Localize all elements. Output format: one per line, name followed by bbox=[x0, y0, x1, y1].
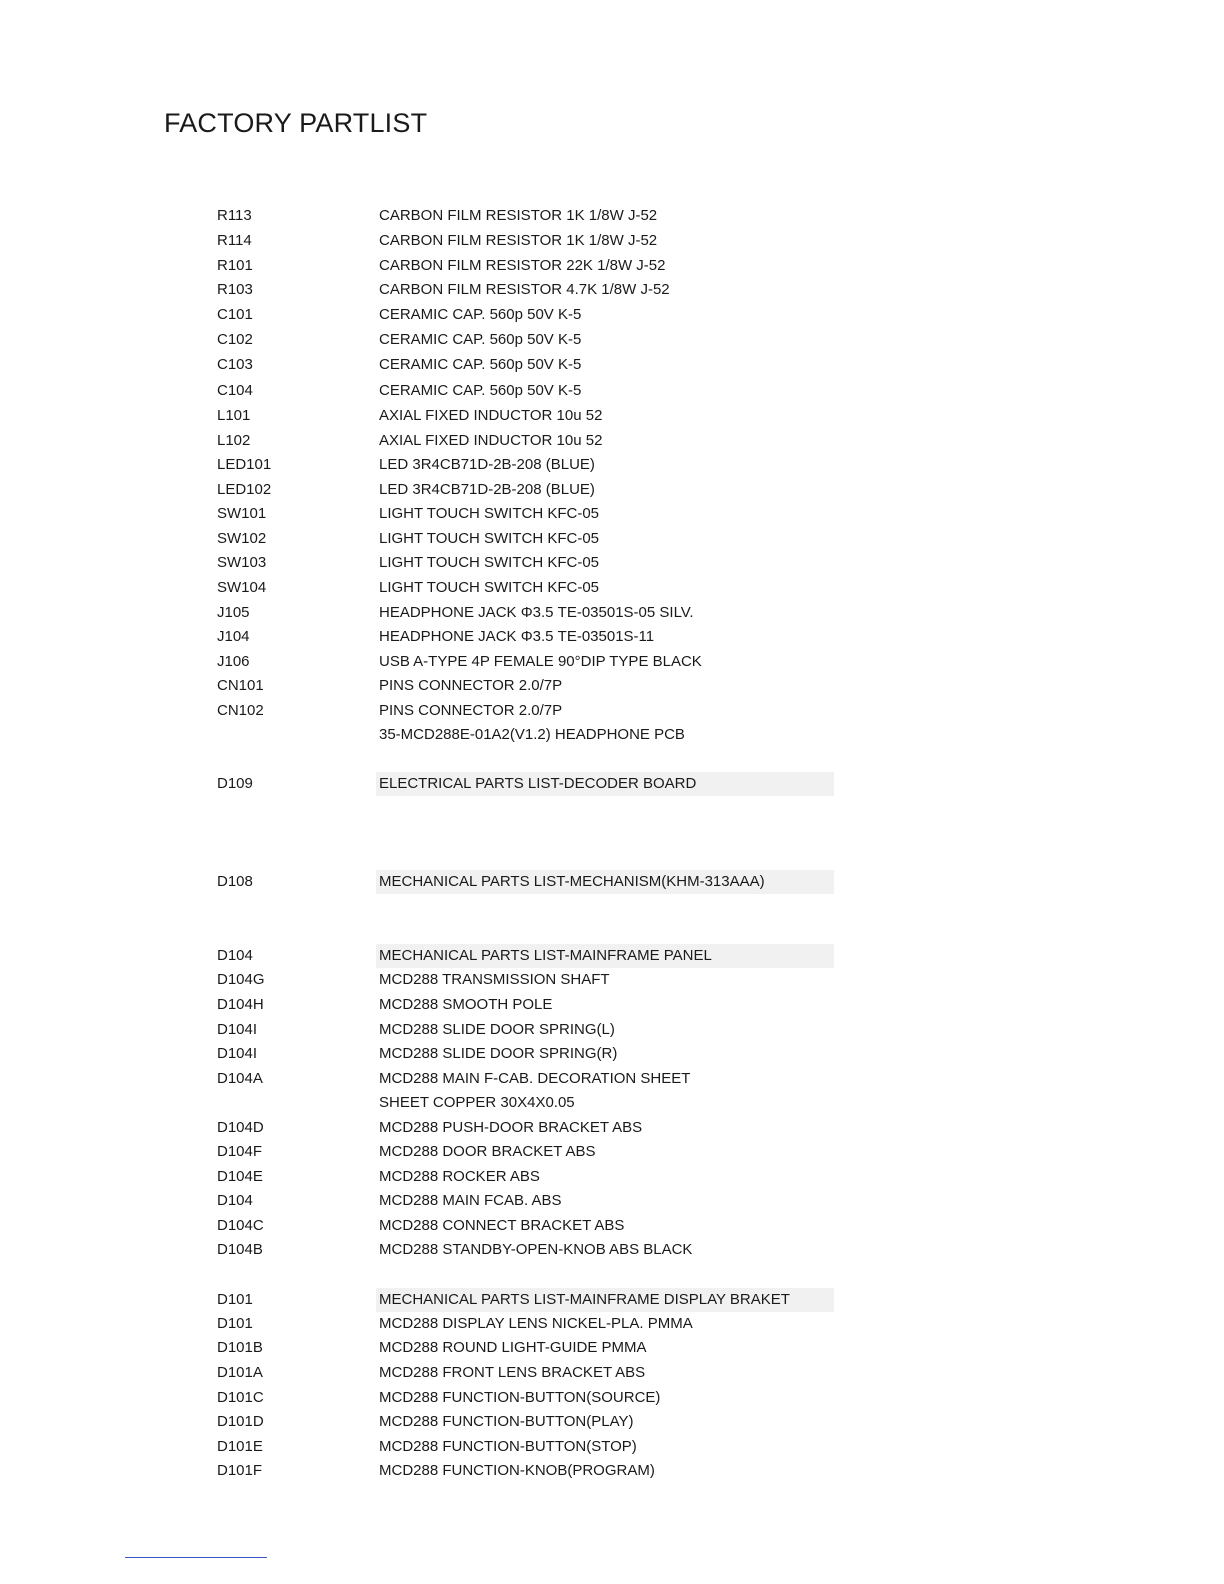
part-ref: C102 bbox=[217, 331, 253, 348]
part-description: PINS CONNECTOR 2.0/7P bbox=[379, 677, 563, 694]
part-description: CARBON FILM RESISTOR 22K 1/8W J-52 bbox=[379, 257, 666, 274]
part-ref: SW102 bbox=[217, 530, 267, 547]
part-description: MCD288 DISPLAY LENS NICKEL-PLA. PMMA bbox=[379, 1315, 693, 1332]
part-row bbox=[0, 303, 1224, 327]
part-ref: CN102 bbox=[217, 702, 264, 719]
part-ref: D104G bbox=[217, 971, 265, 988]
part-ref: D104I bbox=[217, 1021, 258, 1038]
part-ref: D104B bbox=[217, 1241, 263, 1258]
part-row bbox=[0, 1459, 1224, 1483]
part-row bbox=[0, 1091, 1224, 1115]
part-ref: R113 bbox=[217, 207, 252, 224]
footer-rule bbox=[125, 1557, 267, 1558]
part-ref: D101E bbox=[217, 1438, 263, 1455]
part-description: MCD288 MAIN FCAB. ABS bbox=[379, 1192, 562, 1209]
part-description: CARBON FILM RESISTOR 1K 1/8W J-52 bbox=[379, 232, 658, 249]
part-ref: D101A bbox=[217, 1364, 263, 1381]
part-row bbox=[0, 1165, 1224, 1189]
part-ref: D101B bbox=[217, 1339, 263, 1356]
part-description: CERAMIC CAP. 560p 50V K-5 bbox=[379, 306, 582, 323]
part-ref: D108 bbox=[217, 873, 253, 890]
part-ref: R101 bbox=[217, 257, 253, 274]
part-description: USB A-TYPE 4P FEMALE 90°DIP TYPE BLACK bbox=[379, 653, 702, 670]
part-row bbox=[0, 328, 1224, 352]
part-row bbox=[0, 968, 1224, 992]
part-description: HEADPHONE JACK Φ3.5 TE-03501S-11 bbox=[379, 628, 655, 645]
part-row bbox=[0, 1336, 1224, 1360]
page-title: FACTORY PARTLIST bbox=[164, 108, 428, 138]
part-row bbox=[0, 1189, 1224, 1213]
part-ref: L102 bbox=[217, 432, 251, 449]
part-ref: J106 bbox=[217, 653, 250, 670]
part-description: LED 3R4CB71D-2B-208 (BLUE) bbox=[379, 481, 595, 498]
part-description: MCD288 STANDBY-OPEN-KNOB ABS BLACK bbox=[379, 1241, 693, 1258]
part-row bbox=[0, 429, 1224, 453]
part-ref: D104I bbox=[217, 1045, 258, 1062]
part-ref: R114 bbox=[217, 232, 252, 249]
part-description: MCD288 ROUND LIGHT-GUIDE PMMA bbox=[379, 1339, 647, 1356]
part-description: SHEET COPPER 30X4X0.05 bbox=[379, 1094, 575, 1111]
part-ref: LED102 bbox=[217, 481, 272, 498]
part-description: MCD288 FUNCTION-BUTTON(STOP) bbox=[379, 1438, 637, 1455]
part-row bbox=[0, 723, 1224, 747]
part-ref: D101F bbox=[217, 1462, 263, 1479]
part-row bbox=[0, 993, 1224, 1017]
part-description: LIGHT TOUCH SWITCH KFC-05 bbox=[379, 579, 600, 596]
part-row bbox=[0, 1238, 1224, 1262]
part-description: LIGHT TOUCH SWITCH KFC-05 bbox=[379, 505, 600, 522]
part-row bbox=[0, 254, 1224, 278]
part-description: MCD288 TRANSMISSION SHAFT bbox=[379, 971, 610, 988]
part-description: MCD288 DOOR BRACKET ABS bbox=[379, 1143, 596, 1160]
part-ref: D104 bbox=[217, 1192, 253, 1209]
part-ref: R103 bbox=[217, 281, 253, 298]
section-header-row bbox=[0, 1288, 1224, 1312]
part-row bbox=[0, 551, 1224, 575]
part-row bbox=[0, 576, 1224, 600]
part-row bbox=[0, 1386, 1224, 1410]
section-header-row bbox=[0, 870, 1224, 894]
part-description: MECHANICAL PARTS LIST-MAINFRAME PANEL bbox=[379, 947, 712, 964]
part-row bbox=[0, 1312, 1224, 1336]
part-row bbox=[0, 601, 1224, 625]
part-row bbox=[0, 502, 1224, 526]
part-description: MCD288 FUNCTION-BUTTON(SOURCE) bbox=[379, 1389, 661, 1406]
part-row bbox=[0, 1435, 1224, 1459]
part-description: MCD288 FUNCTION-BUTTON(PLAY) bbox=[379, 1413, 634, 1430]
part-ref: C104 bbox=[217, 382, 253, 399]
part-description: AXIAL FIXED INDUCTOR 10u 52 bbox=[379, 407, 603, 424]
part-description: LED 3R4CB71D-2B-208 (BLUE) bbox=[379, 456, 595, 473]
part-ref: D104E bbox=[217, 1168, 263, 1185]
part-description: CARBON FILM RESISTOR 1K 1/8W J-52 bbox=[379, 207, 658, 224]
part-ref: J105 bbox=[217, 604, 250, 621]
part-ref: SW103 bbox=[217, 554, 267, 571]
part-description: CERAMIC CAP. 560p 50V K-5 bbox=[379, 382, 582, 399]
part-row bbox=[0, 1018, 1224, 1042]
part-ref: C103 bbox=[217, 356, 253, 373]
part-row bbox=[0, 1214, 1224, 1238]
part-row bbox=[0, 204, 1224, 228]
part-ref: D104D bbox=[217, 1119, 264, 1136]
part-row bbox=[0, 527, 1224, 551]
part-description: MCD288 PUSH-DOOR BRACKET ABS bbox=[379, 1119, 643, 1136]
part-description: MCD288 ROCKER ABS bbox=[379, 1168, 540, 1185]
part-ref: D101C bbox=[217, 1389, 264, 1406]
part-ref: J104 bbox=[217, 628, 250, 645]
part-ref: SW104 bbox=[217, 579, 267, 596]
part-description: MCD288 FRONT LENS BRACKET ABS bbox=[379, 1364, 646, 1381]
part-description: MCD288 FUNCTION-KNOB(PROGRAM) bbox=[379, 1462, 655, 1479]
part-row bbox=[0, 1140, 1224, 1164]
section-header-row bbox=[0, 772, 1224, 796]
part-description: MECHANICAL PARTS LIST-MECHANISM(KHM-313AAA) bbox=[379, 873, 765, 890]
part-row bbox=[0, 453, 1224, 477]
part-ref: D101 bbox=[217, 1291, 253, 1308]
part-description: MCD288 SLIDE DOOR SPRING(L) bbox=[379, 1021, 615, 1038]
part-ref: D104A bbox=[217, 1070, 263, 1087]
part-ref: D104 bbox=[217, 947, 253, 964]
part-row bbox=[0, 278, 1224, 302]
part-row bbox=[0, 478, 1224, 502]
part-row bbox=[0, 1042, 1224, 1066]
part-row bbox=[0, 625, 1224, 649]
part-row bbox=[0, 1116, 1224, 1140]
part-row bbox=[0, 1410, 1224, 1434]
section-header-row bbox=[0, 944, 1224, 968]
part-row bbox=[0, 1067, 1224, 1091]
part-ref: D104H bbox=[217, 996, 264, 1013]
part-description: MCD288 SLIDE DOOR SPRING(R) bbox=[379, 1045, 618, 1062]
part-ref: D101D bbox=[217, 1413, 264, 1430]
part-description: 35-MCD288E-01A2(V1.2) HEADPHONE PCB bbox=[379, 726, 685, 743]
part-description: MCD288 CONNECT BRACKET ABS bbox=[379, 1217, 625, 1234]
part-ref: C101 bbox=[217, 306, 253, 323]
part-description: HEADPHONE JACK Φ3.5 TE-03501S-05 SILV. bbox=[379, 604, 694, 621]
part-description: MCD288 MAIN F-CAB. DECORATION SHEET bbox=[379, 1070, 691, 1087]
part-ref: SW101 bbox=[217, 505, 267, 522]
part-row bbox=[0, 353, 1224, 377]
part-description: CERAMIC CAP. 560p 50V K-5 bbox=[379, 356, 582, 373]
part-ref: D104F bbox=[217, 1143, 263, 1160]
part-description: AXIAL FIXED INDUCTOR 10u 52 bbox=[379, 432, 603, 449]
part-description: CARBON FILM RESISTOR 4.7K 1/8W J-52 bbox=[379, 281, 670, 298]
part-ref: L101 bbox=[217, 407, 251, 424]
part-description: MECHANICAL PARTS LIST-MAINFRAME DISPLAY BRAKET bbox=[379, 1291, 790, 1308]
part-ref: LED101 bbox=[217, 456, 272, 473]
part-description: PINS CONNECTOR 2.0/7P bbox=[379, 702, 563, 719]
part-row bbox=[0, 379, 1224, 403]
part-ref: CN101 bbox=[217, 677, 264, 694]
part-row bbox=[0, 674, 1224, 698]
part-ref: D109 bbox=[217, 775, 253, 792]
part-row bbox=[0, 404, 1224, 428]
part-ref: D101 bbox=[217, 1315, 253, 1332]
part-row bbox=[0, 229, 1224, 253]
part-description: CERAMIC CAP. 560p 50V K-5 bbox=[379, 331, 582, 348]
part-description: LIGHT TOUCH SWITCH KFC-05 bbox=[379, 554, 600, 571]
part-row bbox=[0, 699, 1224, 723]
part-description: MCD288 SMOOTH POLE bbox=[379, 996, 553, 1013]
part-description: ELECTRICAL PARTS LIST-DECODER BOARD bbox=[379, 775, 697, 792]
part-row bbox=[0, 650, 1224, 674]
part-ref: D104C bbox=[217, 1217, 264, 1234]
part-row bbox=[0, 1361, 1224, 1385]
part-description: LIGHT TOUCH SWITCH KFC-05 bbox=[379, 530, 600, 547]
